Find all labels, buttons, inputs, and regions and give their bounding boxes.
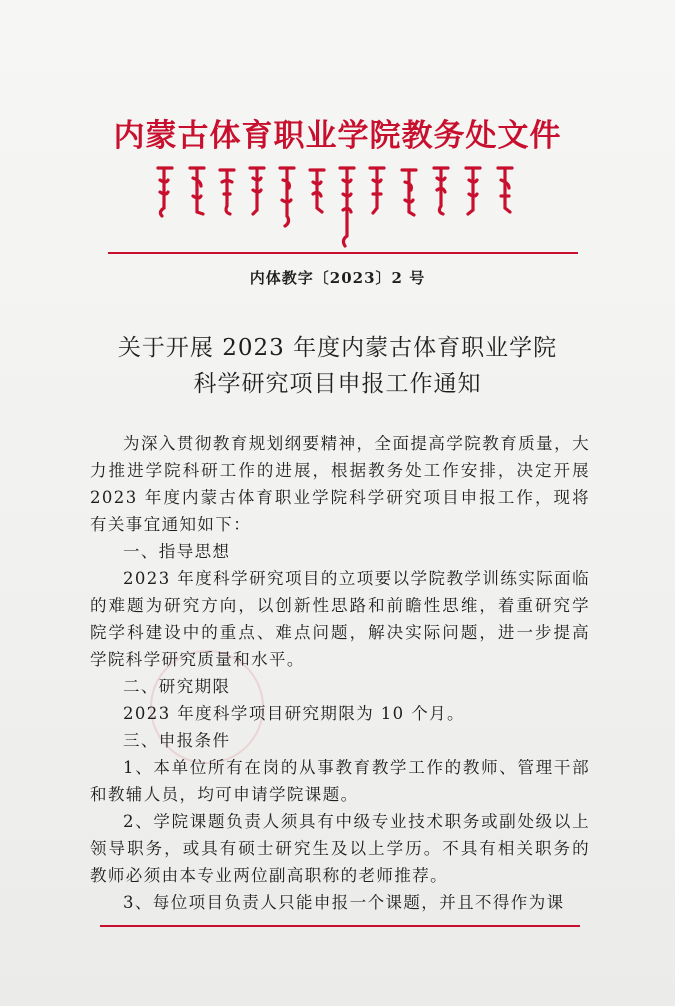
condition-item-1: 1、本单位所有在岗的从事教育教学工作的教师、管理干部和教辅人员，均可申请学院课题。: [90, 758, 590, 804]
notice-body: [90, 430, 590, 916]
section-text-guiding-ideas: 2023 年度科学研究项目的立项要以学院教学训练实际面临的难题为研究方向，以创新性思路和前瞻性思维，着重研究学院学科建设中的重点、难点问题，解决实际问题，进一步提高学院科学研究质量和水平。: [90, 569, 590, 669]
notice-title-line-2: 科学研究项目申报工作通知: [193, 371, 482, 397]
intro-paragraph: 为深入贯彻教育规划纲要精神，全面提高学院教育质量，大力推进学院科研工作的进展，根据教务处工作安排，决定开展 2023 年度内蒙古体育职业学院科学研究项目申报工作，现将有关事宜通知如下：: [90, 434, 590, 534]
section-heading-guiding-ideas: 一、指导思想: [123, 542, 231, 561]
document-number: 内体教字〔2023〕2 号: [249, 269, 426, 287]
notice-title-line-1: 关于开展 2023 年度内蒙古体育职业学院: [117, 335, 558, 361]
mongolian-script-graphic: [150, 160, 530, 250]
section-heading-conditions: 三、申报条件: [123, 731, 231, 750]
footer-divider: [100, 925, 580, 927]
mongolian-script-title: [150, 160, 530, 250]
condition-item-2: 2、学院课题负责人须具有中级专业技术职务或副处级以上领导职务，或具有硕士研究生及以上学历。不具有相关职务的教师必须由本专业两位副高职称的老师推荐。: [90, 812, 590, 885]
section-heading-research-period: 二、研究期限: [123, 677, 231, 696]
notice-title: [0, 330, 675, 402]
condition-item-3: 3、每位项目负责人只能申报一个课题，并且不得作为课: [123, 893, 565, 912]
issuing-office-title: 内蒙古体育职业学院教务处文件: [113, 118, 562, 154]
header-divider: [108, 252, 578, 254]
section-text-research-period: 2023 年度科学项目研究期限为 10 个月。: [123, 704, 465, 723]
